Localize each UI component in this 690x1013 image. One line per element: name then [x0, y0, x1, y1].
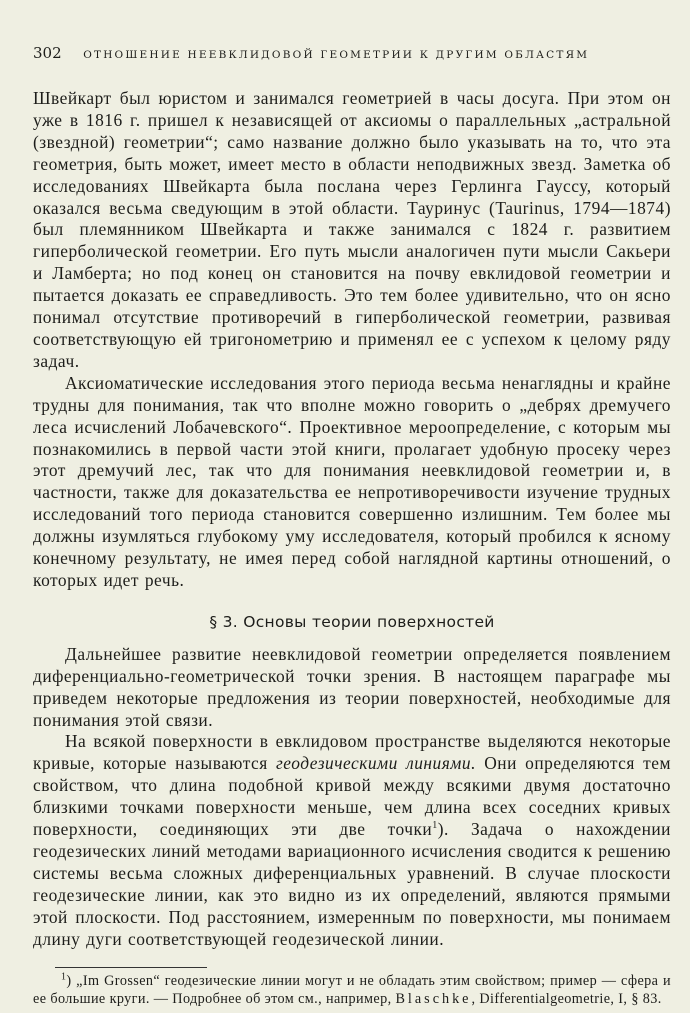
footnote-reference[interactable]: 1	[432, 820, 438, 832]
paragraph-4-end: ). Задача о нахождении геодезических линий методами вариационного исчисления сводится к решению системы весьма сложных диференциальных уравнений. В случае плоскости геодезические линии, как это видно из их определений, являются прямыми этой плоскости. Под расстоянием, измеренным по поверхности, мы понимаем длину дуги соответствующей геодезической линии.	[33, 819, 671, 949]
paragraph-4-start: На всякой поверхности в евклидовом пространстве выделяются некоторые кривые, которые называются	[33, 731, 671, 774]
footnote-separator	[55, 967, 207, 968]
paragraph-2: Аксиоматические исследования этого периода весьма ненаглядны и крайне трудны для понимания, так что вполне можно говорить о „дебрях дремучего леса исчислений Лобачевского“. Проективное мероопределение, с которым мы познакомились в первой части этой книги, пролагает удобную просеку через этот дремучий лес, так что для понимания неевклидовой геометрии и, в частности, также для доказательства ее непротиворечивости изучение трудных исследований того периода становится совершенно излишним. Тем более мы должны изумляться глубокому уму исследователя, который пробился к ясному конечному результату, не имея перед собой наглядной картины отношений, о которых идет речь.	[33, 372, 671, 590]
footnote-text-end: , Differentialgeometrie, I, § 83.	[471, 990, 662, 1007]
paragraph-4	[33, 731, 671, 950]
paragraph-4-middle: Они определяются тем свойством, что длина подобной кривой между всякими двумя достаточно близкими точками поверхности меньше, чем длина всех соседних кривых поверхности, соединяющих эти две точки	[33, 753, 671, 840]
term-geodesic-lines: геодезическими линиями.	[276, 753, 476, 774]
footnote	[33, 972, 671, 1008]
paragraph-1: Швейкарт был юристом и занимался геометрией в часы досуга. При этом он уже в 1816 г. пришел к независящей от аксиомы о параллельных „астральной (звездной) геометрии“; само название должно было указывать на то, что эта геометрия, быть может, имеет место в области неподвижных звезд. Заметка об исследованиях Швейкарта была послана через Герлинга Гауссу, который оказался весьма сведующим в этой области. Тауринус (Taurinus, 1794—1874) был племянником Швейкарта и также занимался с 1824 г. развитием гиперболической геометрии. Его путь мысли аналогичен пути мысли Сакьери и Ламберта; но под конец он становится на почву евклидовой геометрии и пытается доказать ее справедливость. Это тем более удивительно, что он ясно понимал отсутствие противоречий в гиперболической геометрии, развивая соответствующую ей тригонометрию и применял ее с успехом к целому ряду задач.	[33, 88, 671, 371]
footnote-text-start: ) „Im Grossen“ геодезические линии могут и не обладать этим свойством; пример — сфера и ее большие круги. — Подробнее об этом см., например,	[33, 972, 671, 1007]
section-heading: § 3. Основы теории поверхностей	[209, 612, 495, 631]
footnote-marker: 1	[61, 970, 67, 982]
footnote-author: Blaschke	[395, 990, 472, 1007]
page-header	[33, 44, 673, 68]
page-number: 302	[33, 44, 62, 62]
paragraph-3: Дальнейшее развитие неевклидовой геометрии определяется появлением диференциально-геометрической точки зрения. В настоящем параграфе мы приведем некоторые предложения из теории поверхностей, необходимые для понимания этой связи.	[33, 643, 671, 730]
running-title: ОТНОШЕНИЕ НЕЕВКЛИДОВОЙ ГЕОМЕТРИИ К ДРУГИМ ОБЛАСТЯМ	[83, 49, 590, 61]
page-body	[33, 88, 671, 1008]
